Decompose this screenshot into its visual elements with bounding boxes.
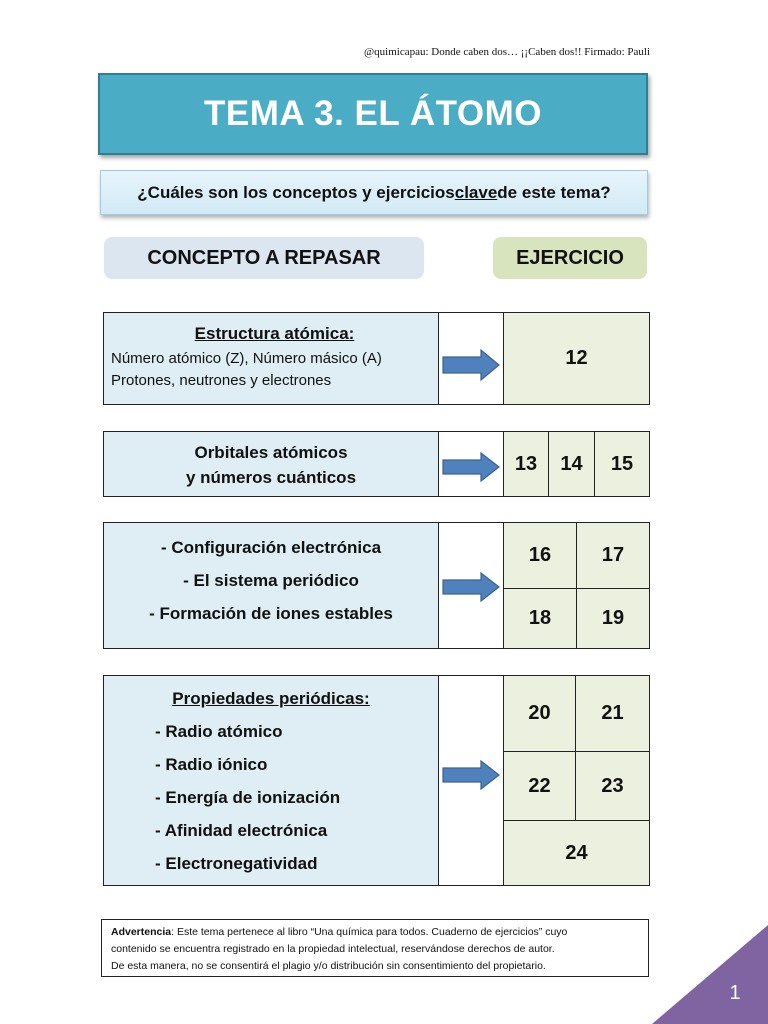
arrow-right-icon [441, 571, 501, 603]
page-title: TEMA 3. EL ÁTOMO [98, 73, 648, 155]
block-heading: Propiedades periódicas: [172, 689, 370, 708]
exercise-cell: 20 [503, 675, 576, 752]
corner-triangle-decoration [652, 925, 768, 1024]
warning-line: contenido se encuentra registrado en la propiedad intelectual, reservándose derechos de autor. [111, 943, 555, 955]
concept-column-header: CONCEPTO A REPASAR [104, 237, 424, 279]
exercise-cell: 13 [503, 431, 549, 497]
block-line: - Electronegatividad [155, 854, 318, 873]
block-line: Orbitales atómicos [194, 443, 348, 462]
exercise-cell: 23 [575, 751, 650, 821]
concept-block-orbitals [103, 431, 439, 497]
question-after: de este tema? [497, 182, 611, 202]
block-line: - Radio atómico [155, 722, 283, 741]
warning-line: De esta manera, no se consentirá el plagio y/o distribución sin consentimiento del propietario. [111, 960, 546, 972]
block-heading: Estructura atómica: [194, 324, 355, 343]
concept-block-configuration [103, 522, 439, 649]
exercise-column-header: EJERCICIO [493, 237, 647, 279]
concept-block-structure [103, 312, 439, 405]
block-line: - Radio iónico [155, 755, 268, 774]
warning-label: Advertencia [111, 926, 172, 938]
arrow-right-icon [441, 759, 501, 791]
block-line: y números cuánticos [185, 468, 357, 487]
exercise-cell: 22 [503, 751, 576, 821]
exercise-cell: 21 [575, 675, 650, 752]
key-question [100, 170, 648, 215]
concept-block-periodic-properties [103, 675, 439, 886]
question-before: ¿Cuáles son los conceptos y ejercicios [137, 182, 455, 202]
exercise-cell: 15 [594, 431, 650, 497]
exercise-cell: 18 [503, 588, 577, 649]
block-line: Número atómico (Z), Número másico (A) [111, 350, 382, 367]
header-note: @quimicapau: Donde caben dos… ¡¡Caben dos!! Firmado: Pauli [364, 46, 650, 58]
warning-line: : Este tema pertenece al libro “Una química para todos. Cuaderno de ejercicios” cuyo [171, 926, 568, 938]
exercise-cell: 24 [503, 820, 650, 886]
block-line: - Formación de iones estables [149, 604, 393, 623]
copyright-warning [101, 919, 649, 977]
page-number: 1 [729, 982, 741, 1004]
block-line: - Afinidad electrónica [155, 821, 328, 840]
exercise-cell: 19 [576, 588, 650, 649]
block-line: - El sistema periódico [183, 571, 359, 590]
arrow-right-icon [441, 348, 501, 382]
exercise-cell: 17 [576, 522, 650, 589]
exercise-cell: 14 [548, 431, 595, 497]
exercise-cell: 12 [503, 312, 650, 405]
question-key-word: clave [454, 182, 498, 202]
block-line: Protones, neutrones y electrones [111, 372, 332, 389]
arrow-right-icon [441, 451, 501, 483]
block-line: - Energía de ionización [155, 788, 341, 807]
block-line: - Configuración electrónica [160, 538, 382, 557]
exercise-cell: 16 [503, 522, 577, 589]
